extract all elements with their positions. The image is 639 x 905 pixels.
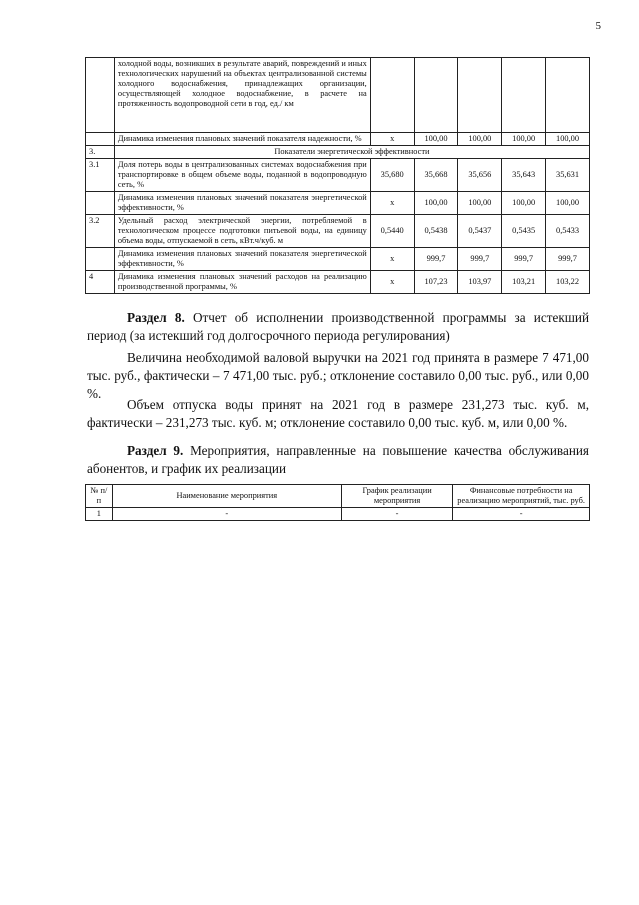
value-cell: 100,00 [502,133,546,146]
value-cell: 100,00 [458,192,502,215]
value-cell: 35,631 [546,159,590,192]
section-9-label: Раздел 9. [127,443,184,458]
table-header-row [86,485,590,508]
page-number: 5 [595,20,601,32]
row-number [86,192,115,215]
value-cell [370,58,414,133]
section-9-heading [87,442,589,478]
row-number: 1 [86,508,113,521]
indicator-description: Динамика изменения плановых значений показателя надежности, % [114,133,370,146]
value-cell: 0,5438 [414,215,458,248]
value-cell: 35,656 [458,159,502,192]
value-cell: 0,5440 [370,215,414,248]
value-cell [414,58,458,133]
row-number: 3.2 [86,215,115,248]
section-row [86,146,590,159]
value-cell: x [370,271,414,294]
row-number [86,248,115,271]
value-cell: 35,668 [414,159,458,192]
value-cell: 103,97 [458,271,502,294]
section-9-title: Мероприятия, направленные на повышение качества обслуживания абонентов, и график их реализации [87,443,589,476]
header-activity-name: Наименование мероприятия [112,485,341,508]
value-cell: 999,7 [458,248,502,271]
value-cell: x [370,248,414,271]
table-row [86,58,590,133]
table-row [86,133,590,146]
activity-name: - [112,508,341,521]
indicators-table [85,57,590,294]
value-cell: x [370,133,414,146]
value-cell: 100,00 [502,192,546,215]
value-cell: 100,00 [546,192,590,215]
indicator-description: Динамика изменения плановых значений показателя энергетической эффективности, % [114,248,370,271]
section-8-title: Отчет об исполнении производственной программы за истекший период (за истекший год долгосрочного периода регулирования) [87,310,590,343]
value-cell: x [370,192,414,215]
value-cell: 0,5435 [502,215,546,248]
activity-financial-needs: - [453,508,590,521]
section-8-label: Раздел 8. [127,310,185,325]
row-number [86,133,115,146]
indicator-description: холодной воды, возникших в результате аварий, повреждений и иных технологических нарушений на объектах централизованной системы холодного водоснабжения, принадлежащих организации, осуществляющей холодное водоснабжение, в расчете на протяженность водопроводной сети в год, ед./ км [114,58,370,133]
table-row [86,248,590,271]
indicator-description: Динамика изменения плановых значений показателя энергетической эффективности, % [114,192,370,215]
header-number: № п/п [86,485,113,508]
value-cell: 100,00 [458,133,502,146]
row-number [86,58,115,133]
table-row [86,271,590,294]
value-cell: 35,680 [370,159,414,192]
row-number: 4 [86,271,115,294]
table-row [86,508,590,521]
value-cell: 999,7 [502,248,546,271]
value-cell [546,58,590,133]
section-title: Показатели энергетической эффективности [114,146,589,159]
value-cell: 0,5437 [458,215,502,248]
value-cell: 35,643 [502,159,546,192]
row-number: 3.1 [86,159,115,192]
value-cell: 103,21 [502,271,546,294]
value-cell: 107,23 [414,271,458,294]
value-cell: 100,00 [414,133,458,146]
value-cell: 0,5433 [546,215,590,248]
indicator-description: Динамика изменения плановых значений расходов на реализацию производственной программы, % [114,271,370,294]
value-cell: 999,7 [414,248,458,271]
section-8-paragraph-2: Объем отпуска воды принят на 2021 год в размере 231,273 тыс. куб. м, фактически – 231,273 тыс. куб. м; отклонение составило 0,00 тыс. куб. м, или 0,00 %. [87,397,589,430]
activities-table [85,484,590,521]
header-financial-needs: Финансовые потребности на реализацию мероприятий, тыс. руб. [453,485,590,508]
indicator-description: Доля потерь воды в централизованных системах водоснабжения при транспортировке в общем объеме воды, поданной в водопроводную сеть, % [114,159,370,192]
indicator-description: Удельный расход электрической энергии, потребляемой в технологическом процессе подготовки питьевой воды, на единицу объема воды, отпускаемой в сеть, кВт.ч/куб. м [114,215,370,248]
table-row [86,215,590,248]
header-schedule: График реализации мероприятия [341,485,452,508]
table-row [86,159,590,192]
section-8-heading [87,309,589,345]
table-row [86,192,590,215]
value-cell [458,58,502,133]
section-8-paragraph-1: Величина необходимой валовой выручки на 2021 год принята в размере 7 471,00 тыс. руб., фактически – 7 471,00 тыс. руб.; отклонение составило 0,00 тыс. руб., или 0,00 %. [87,350,589,401]
section-number: 3. [86,146,115,159]
value-cell: 100,00 [546,133,590,146]
value-cell: 103,22 [546,271,590,294]
value-cell: 100,00 [414,192,458,215]
value-cell: 999,7 [546,248,590,271]
value-cell [502,58,546,133]
activity-schedule: - [341,508,452,521]
